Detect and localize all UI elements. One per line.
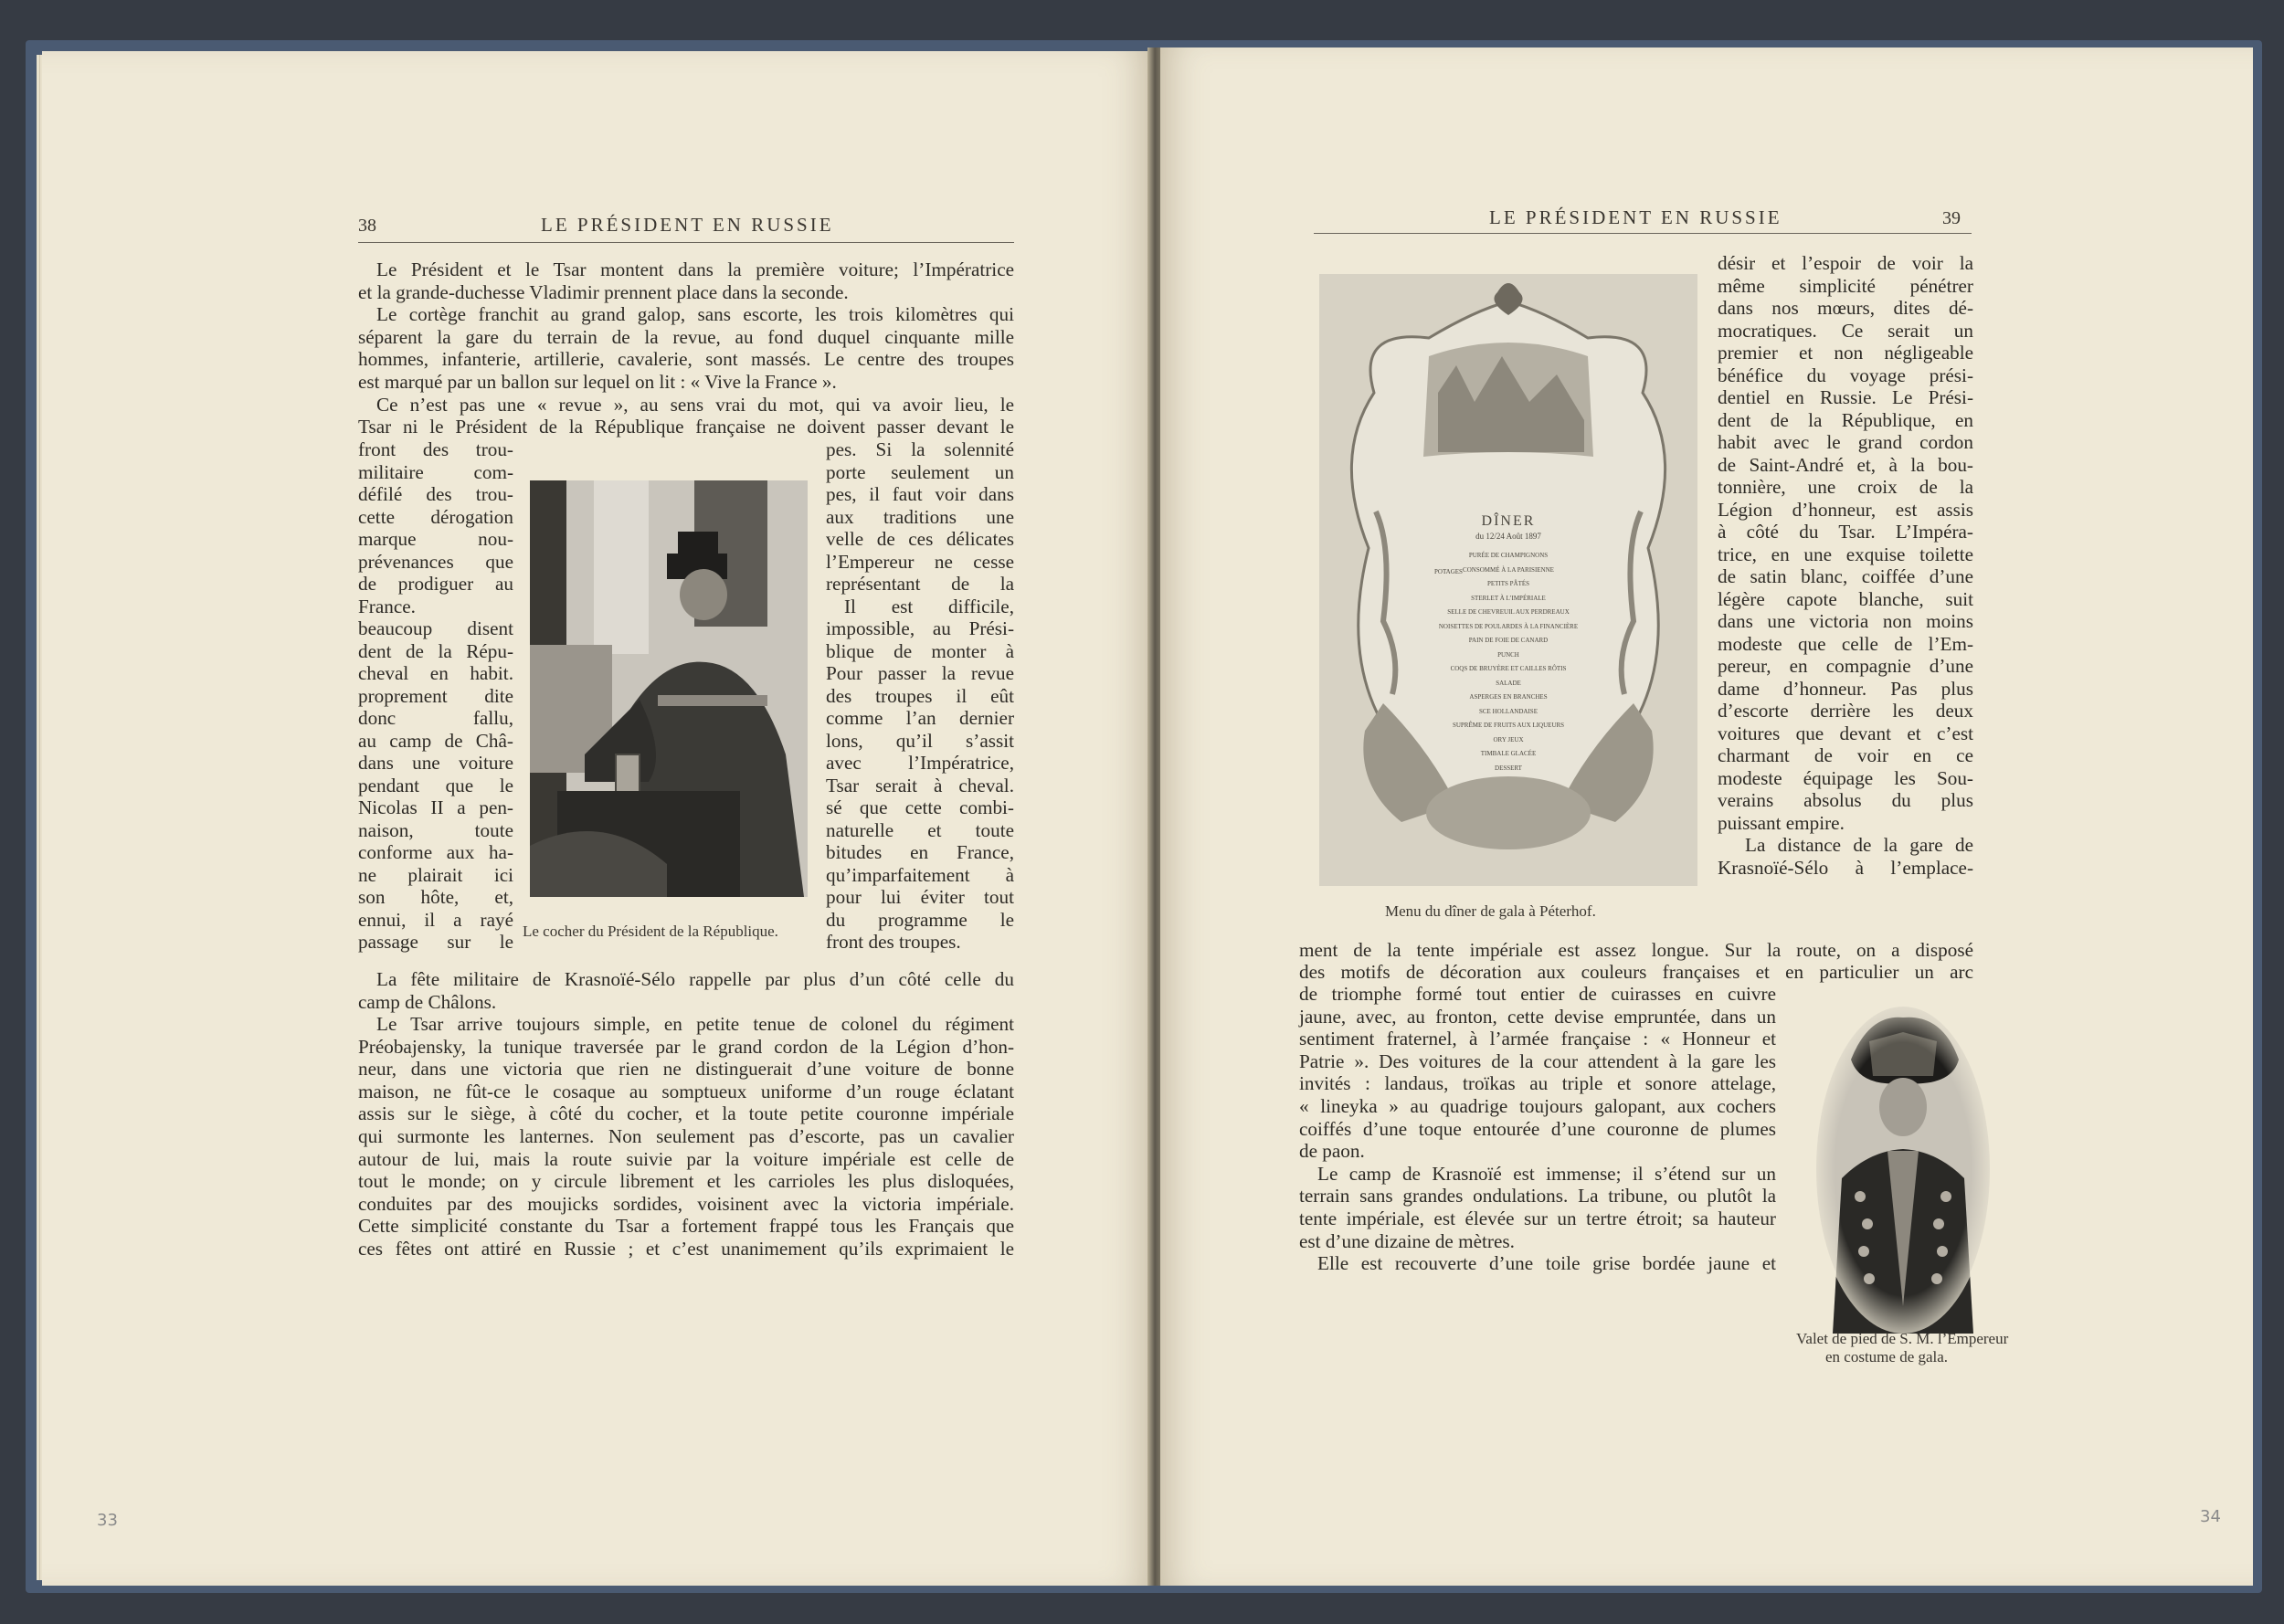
coachman-photo <box>530 480 808 897</box>
text-line: pour lui éviter tout <box>826 886 1014 908</box>
photo-caption: Le cocher du Président de la République. <box>523 923 778 940</box>
text-line: hommes, infanterie, artillerie, cavalerie, sont massés. Le centre des troupes <box>358 348 1014 370</box>
valet-caption-line-1: Valet de pied de S. M. l’Empereur <box>1796 1330 2009 1347</box>
text-line: puissant empire. <box>1718 811 1845 834</box>
text-line: conforme aux ha- <box>358 841 513 863</box>
text-line: Le Président et le Tsar montent dans la première voiture; l’Impératrice <box>376 258 1014 280</box>
text-line: de satin blanc, coiffée d’une <box>1718 565 1973 587</box>
menu-item: PURÉE DE CHAMPIGNONS <box>1468 552 1549 559</box>
text-line: invités : landaus, troïkas au triple et sonore attelage, <box>1299 1072 1776 1095</box>
text-line: Patrie ». Des voitures de la cour attendent à la gare les <box>1299 1049 1776 1072</box>
menu-item: CONSOMMÉ À LA PARISIENNE <box>1463 565 1554 574</box>
text-line: naison, toute <box>358 818 513 841</box>
text-line: Pour passer la revue <box>826 662 1014 684</box>
text-line: pendant que le <box>358 774 513 796</box>
menu-caption: Menu du dîner de gala à Péterhof. <box>1385 902 1596 920</box>
text-line: dent de la République, en <box>1718 408 1973 431</box>
text-line: beaucoup disent <box>358 617 513 639</box>
text-line: proprement dite <box>358 684 513 707</box>
text-line: l’Empereur ne cesse <box>826 550 1014 573</box>
page-number: 39 <box>1942 208 1961 228</box>
text-line: son hôte, et, <box>358 886 513 908</box>
text-line: ces fêtes ont attiré en Russie ; et c’est unanimement qu’ils exprimaient le <box>358 1238 1014 1260</box>
text-line: France. <box>358 595 416 617</box>
text-line: ennui, il a rayé <box>358 908 513 931</box>
header-rule <box>358 242 1014 243</box>
valet-portrait <box>1814 1005 1992 1334</box>
text-line: pereur, en compagnie d’une <box>1718 655 1973 677</box>
text-line: et la grande-duchesse Vladimir prennent place dans la seconde. <box>358 281 849 303</box>
text-line: sé que cette combi- <box>826 796 1014 818</box>
text-line: des troupes il eût <box>826 684 1014 707</box>
text-line: bénéfice du voyage prési- <box>1718 364 1973 386</box>
text-line: passage sur le <box>358 931 513 953</box>
text-line: sentiment fraternel, à l’armée française : « Honneur et <box>1299 1028 1776 1050</box>
text-line: cheval en habit. <box>358 662 513 684</box>
text-line: dame d’honneur. Pas plus <box>1718 677 1973 700</box>
header-rule <box>1314 233 1972 234</box>
text-line: Nicolas II a pen- <box>358 796 513 818</box>
menu-item: ORY JEUX <box>1493 735 1524 743</box>
text-line: La distance de la gare de <box>1745 834 1973 856</box>
menu-item: PETITS PÂTÉS <box>1486 580 1530 587</box>
right-page <box>1160 47 2253 1586</box>
pencil-note: 33 <box>97 1511 118 1530</box>
text-line: prévenances que <box>358 550 513 573</box>
text-line: naturelle et toute <box>826 818 1014 841</box>
text-line: Tsar ni le Président de la République française ne doivent passer devant le <box>358 416 1014 438</box>
menu-heading: DÎNER <box>1481 513 1536 529</box>
text-line: Le cortège franchit au grand galop, sans escorte, les trois kilomètres qui <box>376 303 1014 325</box>
text-line: lons, qu’il s’assit <box>826 729 1014 752</box>
text-line: Le camp de Krasnoïé est immense; il s’étend sur un <box>1317 1162 1776 1185</box>
text-line: qui surmonte les lanternes. Non seulement pas d’escorte, pas un cavalier <box>358 1125 1014 1147</box>
page-number: 38 <box>358 216 376 236</box>
text-line: Légion d’honneur, est assis <box>1718 498 1973 521</box>
text-line: autour de lui, mais la route suivie par la voiture impériale est celle de <box>358 1147 1014 1170</box>
valet-caption-line-2: en costume de gala. <box>1825 1348 1949 1366</box>
menu-item: SALADE <box>1496 679 1521 687</box>
menu-item: ASPERGES EN BRANCHES <box>1469 693 1548 701</box>
text-line: tout le monde; on y circule librement et les carrioles les plus disloquées, <box>358 1170 1014 1193</box>
text-line: coiffés d’une toque entourée d’une couronne de plumes <box>1299 1117 1776 1140</box>
text-line: dans une victoria non moins <box>1718 610 1973 632</box>
text-line: comme l’an dernier <box>826 707 1014 729</box>
text-line: terrain sans grandes ondulations. La tribune, ou plutôt la <box>1299 1185 1776 1207</box>
text-line: mocratiques. Ce serait un <box>1718 319 1973 342</box>
menu-item: COQS DE BRUYÈRE ET CAILLES RÔTIS <box>1450 665 1567 672</box>
text-line: dans nos mœurs, dites dé- <box>1718 297 1973 319</box>
text-line: impossible, au Prési- <box>826 617 1014 639</box>
text-line: légère capote blanche, suit <box>1718 587 1973 610</box>
text-line: velle de ces délicates <box>826 528 1014 550</box>
text-line: Krasnoïé-Sélo à l’emplace- <box>1718 856 1973 879</box>
text-line: pes. Si la solennité <box>826 438 1014 460</box>
text-line: verains absolus du plus <box>1718 789 1973 811</box>
text-line: Ce n’est pas une « revue », au sens vrai du mot, qui va avoir lieu, le <box>376 394 1014 416</box>
text-line: Elle est recouverte d’une toile grise bordée jaune et <box>1317 1252 1776 1275</box>
running-head: LE PRÉSIDENT EN RUSSIE <box>1489 206 1782 228</box>
menu-side-label: POTAGES <box>1434 568 1463 575</box>
menu-item: SELLE DE CHEVREUIL AUX PERDREAUX <box>1447 608 1570 616</box>
text-line: Cette simplicité constante du Tsar a fortement frappé tous les Français que <box>358 1215 1014 1238</box>
menu-item: NOISETTES DE POULARDES À LA FINANCIÈRE <box>1438 622 1579 630</box>
text-line: cette dérogation <box>358 505 513 528</box>
text-line: de paon. <box>1299 1140 1365 1163</box>
text-line: marque nou- <box>358 528 513 550</box>
text-line: dentiel en Russie. Le Prési- <box>1718 386 1973 408</box>
menu-item: DESSERT <box>1495 764 1522 772</box>
text-line: voitures que devant et c’est <box>1718 722 1973 744</box>
text-line: jaune, avec, au fronton, cette devise empruntée, dans un <box>1299 1005 1776 1028</box>
text-line: dans une voiture <box>358 752 513 774</box>
text-line: La fête militaire de Krasnoïé-Sélo rappelle par plus d’un côté celle du <box>376 968 1014 990</box>
text-line: premier et non négligeable <box>1718 342 1973 364</box>
text-line: Le Tsar arrive toujours simple, en petite tenue de colonel du régiment <box>376 1013 1014 1035</box>
text-line: Tsar serait à cheval. <box>826 774 1014 796</box>
text-line: camp de Châlons. <box>358 991 497 1013</box>
text-line: de prodiguer au <box>358 573 513 595</box>
text-line: qu’imparfaitement à <box>826 863 1014 886</box>
menu-item: SCE HOLLANDAISE <box>1479 707 1538 715</box>
menu-item: STERLET À L’IMPÉRIALE <box>1471 594 1546 602</box>
pencil-note: 34 <box>2200 1507 2221 1526</box>
menu-item: PUNCH <box>1497 650 1519 659</box>
text-line: militaire com- <box>358 460 513 483</box>
text-line: habit avec le grand cordon <box>1718 431 1973 453</box>
menu-item: TIMBALE GLACÉE <box>1480 750 1537 757</box>
left-page <box>42 51 1151 1586</box>
text-line: bitudes en France, <box>826 841 1014 863</box>
running-head: LE PRÉSIDENT EN RUSSIE <box>541 214 834 236</box>
text-line: conduites par des moujicks sordides, voisinent avec la victoria impériale. <box>358 1192 1014 1215</box>
text-line: de triomphe formé tout entier de cuirasses en cuivre <box>1299 983 1776 1005</box>
text-line: trice, en une exquise toilette <box>1718 543 1973 565</box>
text-line: désir et l’espoir de voir la <box>1718 252 1973 274</box>
text-line: modeste que celle de l’Em- <box>1718 632 1973 655</box>
menu-date: du 12/24 Août 1897 <box>1475 532 1541 541</box>
text-line: porte seulement un <box>826 460 1014 483</box>
text-line: de Saint-André et, à la bou- <box>1718 453 1973 476</box>
text-line: des motifs de décoration aux couleurs françaises et en particulier un arc <box>1299 961 1973 983</box>
text-line: maison, ne fût-ce le cosaque au somptueux uniforme d’un rouge éclatant <box>358 1080 1014 1102</box>
menu-item: PAIN DE FOIE DE CANARD <box>1468 637 1549 644</box>
text-line: aux traditions une <box>826 505 1014 528</box>
text-line: au camp de Châ- <box>358 729 513 752</box>
text-line: même simplicité pénétrer <box>1718 274 1973 297</box>
menu-card-image <box>1319 274 1697 886</box>
menu-item: SUPRÊME DE FRUITS AUX LIQUEURS <box>1452 722 1565 729</box>
text-line: tonnière, une croix de la <box>1718 476 1973 498</box>
text-line: ment de la tente impériale est assez longue. Sur la route, on a disposé <box>1299 939 1973 961</box>
text-line: est d’une dizaine de mètres. <box>1299 1229 1515 1252</box>
text-line: à côté du Tsar. L’Impéra- <box>1718 521 1973 543</box>
text-line: charmant de voir en ce <box>1718 744 1973 766</box>
text-line: front des troupes. <box>826 931 961 953</box>
text-line: donc fallu, <box>358 707 513 729</box>
text-line: dent de la Répu- <box>358 639 513 662</box>
text-line: défilé des trou- <box>358 483 513 505</box>
text-line: Préobajensky, la tunique traversée par le grand cordon de la Légion d’hon- <box>358 1035 1014 1058</box>
text-line: modeste équipage les Sou- <box>1718 766 1973 789</box>
text-line: avec l’Impératrice, <box>826 752 1014 774</box>
text-line: assis sur le siège, à côté du cocher, et la toute petite couronne impériale <box>358 1102 1014 1125</box>
text-line: est marqué par un ballon sur lequel on lit : « Vive la France ». <box>358 371 837 393</box>
text-line: front des trou- <box>358 438 513 460</box>
text-line: « lineyka » au quadrige toujours galopant, aux cochers <box>1299 1095 1776 1117</box>
text-line: tente impériale, est élevée sur un tertre étroit; sa hauteur <box>1299 1207 1776 1229</box>
text-line: pes, il faut voir dans <box>826 483 1014 505</box>
text-line: du programme le <box>826 908 1014 931</box>
text-line: neur, dans une victoria que rien ne distinguerait d’une voiture de bonne <box>358 1058 1014 1081</box>
text-line: d’escorte derrière les deux <box>1718 700 1973 722</box>
text-line: représentant de la <box>826 573 1014 595</box>
text-line: Il est difficile, <box>844 595 1014 617</box>
text-line: séparent la gare du terrain de la revue, au fond duquel cinquante mille <box>358 326 1014 348</box>
text-line: blique de monter à <box>826 639 1014 662</box>
text-line: ne plairait ici <box>358 863 513 886</box>
